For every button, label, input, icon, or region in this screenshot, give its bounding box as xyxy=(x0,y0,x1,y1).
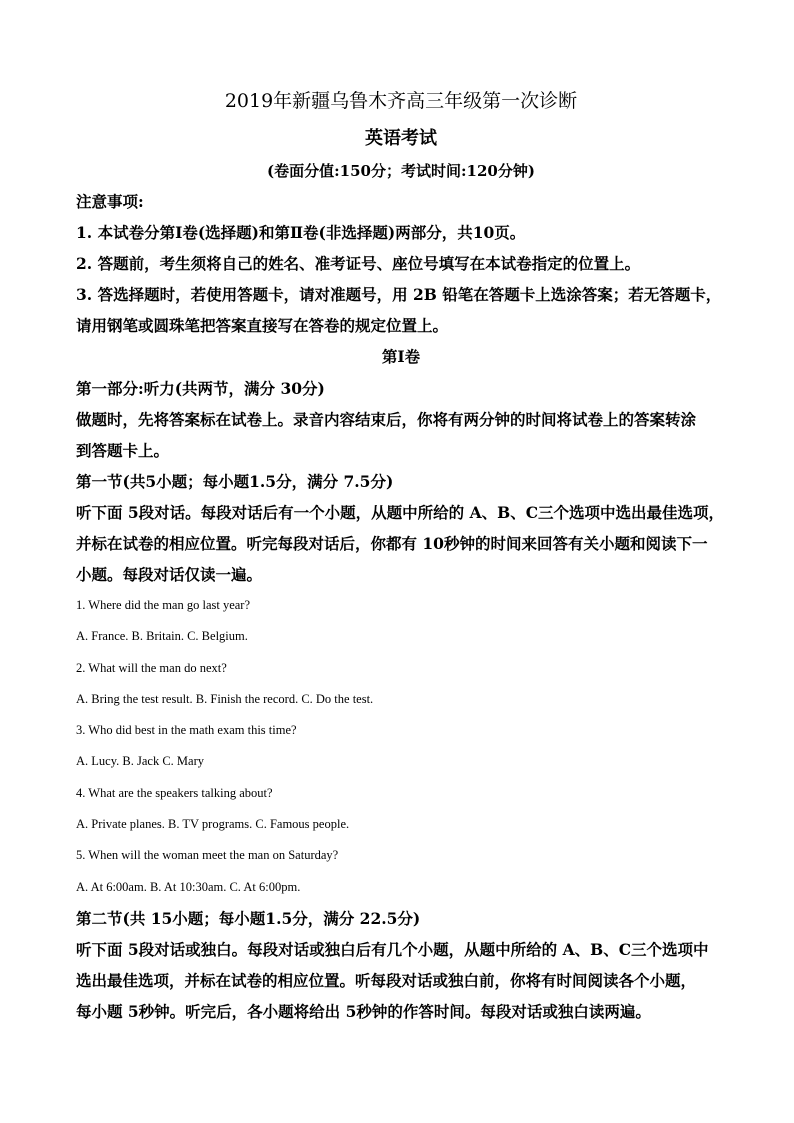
section-1-instruction-line-2: 并标在试卷的相应位置。听完每段对话后，你都有 10秒钟的时间来回答有关小题和阅读下一 xyxy=(76,534,708,553)
part-1-instruction-line-2: 到答题卡上。 xyxy=(76,441,170,460)
section-1-heading: 第一节(共5小题；每小题1.5分，满分 7.5分) xyxy=(76,472,394,491)
question-3-stem: 3. Who did best in the math exam this time? xyxy=(76,723,297,738)
notes-item-3-continued: 请用钢笔或圆珠笔把答案直接写在答卷的规定位置上。 xyxy=(76,316,449,335)
question-list xyxy=(76,590,726,903)
exam-title: 2019年新疆乌鲁木齐高三年级第一次诊断 xyxy=(224,90,578,112)
question-1-options: A. France. B. Britain. C. Belgium. xyxy=(76,629,248,644)
notes-item-2: 2. 答题前，考生须将自己的姓名、准考证号、座位号填写在本试卷指定的位置上。 xyxy=(76,254,641,273)
notes-item-1: 1. 本试卷分第Ⅰ卷(选择题)和第Ⅱ卷(非选择题)两部分，共10页。 xyxy=(76,223,526,242)
question-4-stem: 4. What are the speakers talking about? xyxy=(76,785,273,800)
question-5-stem: 5. When will the woman meet the man on Saturday? xyxy=(76,848,339,863)
section-2-instruction-line-3: 每小题 5秒钟。听完后，各小题将给出 5秒钟的作答时间。每段对话或独白读两遍。 xyxy=(76,1001,651,1021)
part-1-heading: 第一部分:听力(共两节，满分 30分) xyxy=(76,379,325,398)
notes-item-3: 3. 答选择题时，若使用答题卡，请对准题号，用 2B 铅笔在答题卡上选涂答案；若无答题卡， xyxy=(76,285,722,304)
section-2-heading: 第二节(共 15小题；每小题1.5分，满分 22.5分) xyxy=(76,908,421,928)
exam-page xyxy=(76,80,726,1027)
question-2-stem: 2. What will the man do next? xyxy=(76,660,227,675)
question-5-options: A. At 6:00am. B. At 10:30am. C. At 6:00pm. xyxy=(76,879,301,894)
exam-subject: 英语考试 xyxy=(365,128,437,149)
notes-heading: 注意事项: xyxy=(76,192,144,211)
section-1-instruction-line-1: 听下面 5段对话。每段对话后有一个小题，从题中所给的 A、B、C三个选项中选出最佳选项， xyxy=(76,503,725,522)
section-1-instruction-line-3: 小题。每段对话仅读一遍。 xyxy=(76,565,263,584)
exam-score-time: (卷面分值:150分；考试时间:120分钟) xyxy=(267,162,535,180)
question-4-options: A. Private planes. B. TV programs. C. Famous people. xyxy=(76,817,350,832)
question-1-stem: 1. Where did the man go last year? xyxy=(76,598,251,612)
question-2-options: A. Bring the test result. B. Finish the record. C. Do the test. xyxy=(76,691,374,706)
volume-1-label: 第Ⅰ卷 xyxy=(381,347,421,366)
section-2-instruction-line-1: 听下面 5段对话或独白。每段对话或独白后有几个小题，从题中所给的 A、B、C三个选项中 xyxy=(76,939,709,959)
part-1-instruction-line-1: 做题时，先将答案标在试卷上。录音内容结束后，你将有两分钟的时间将试卷上的答案转涂 xyxy=(76,410,697,429)
section-2-instruction-line-2: 选出最佳选项，并标在试卷的相应位置。听每段对话或独白前，你将有时间阅读各个小题， xyxy=(76,970,697,990)
question-3-options: A. Lucy. B. Jack C. Mary xyxy=(76,754,204,769)
